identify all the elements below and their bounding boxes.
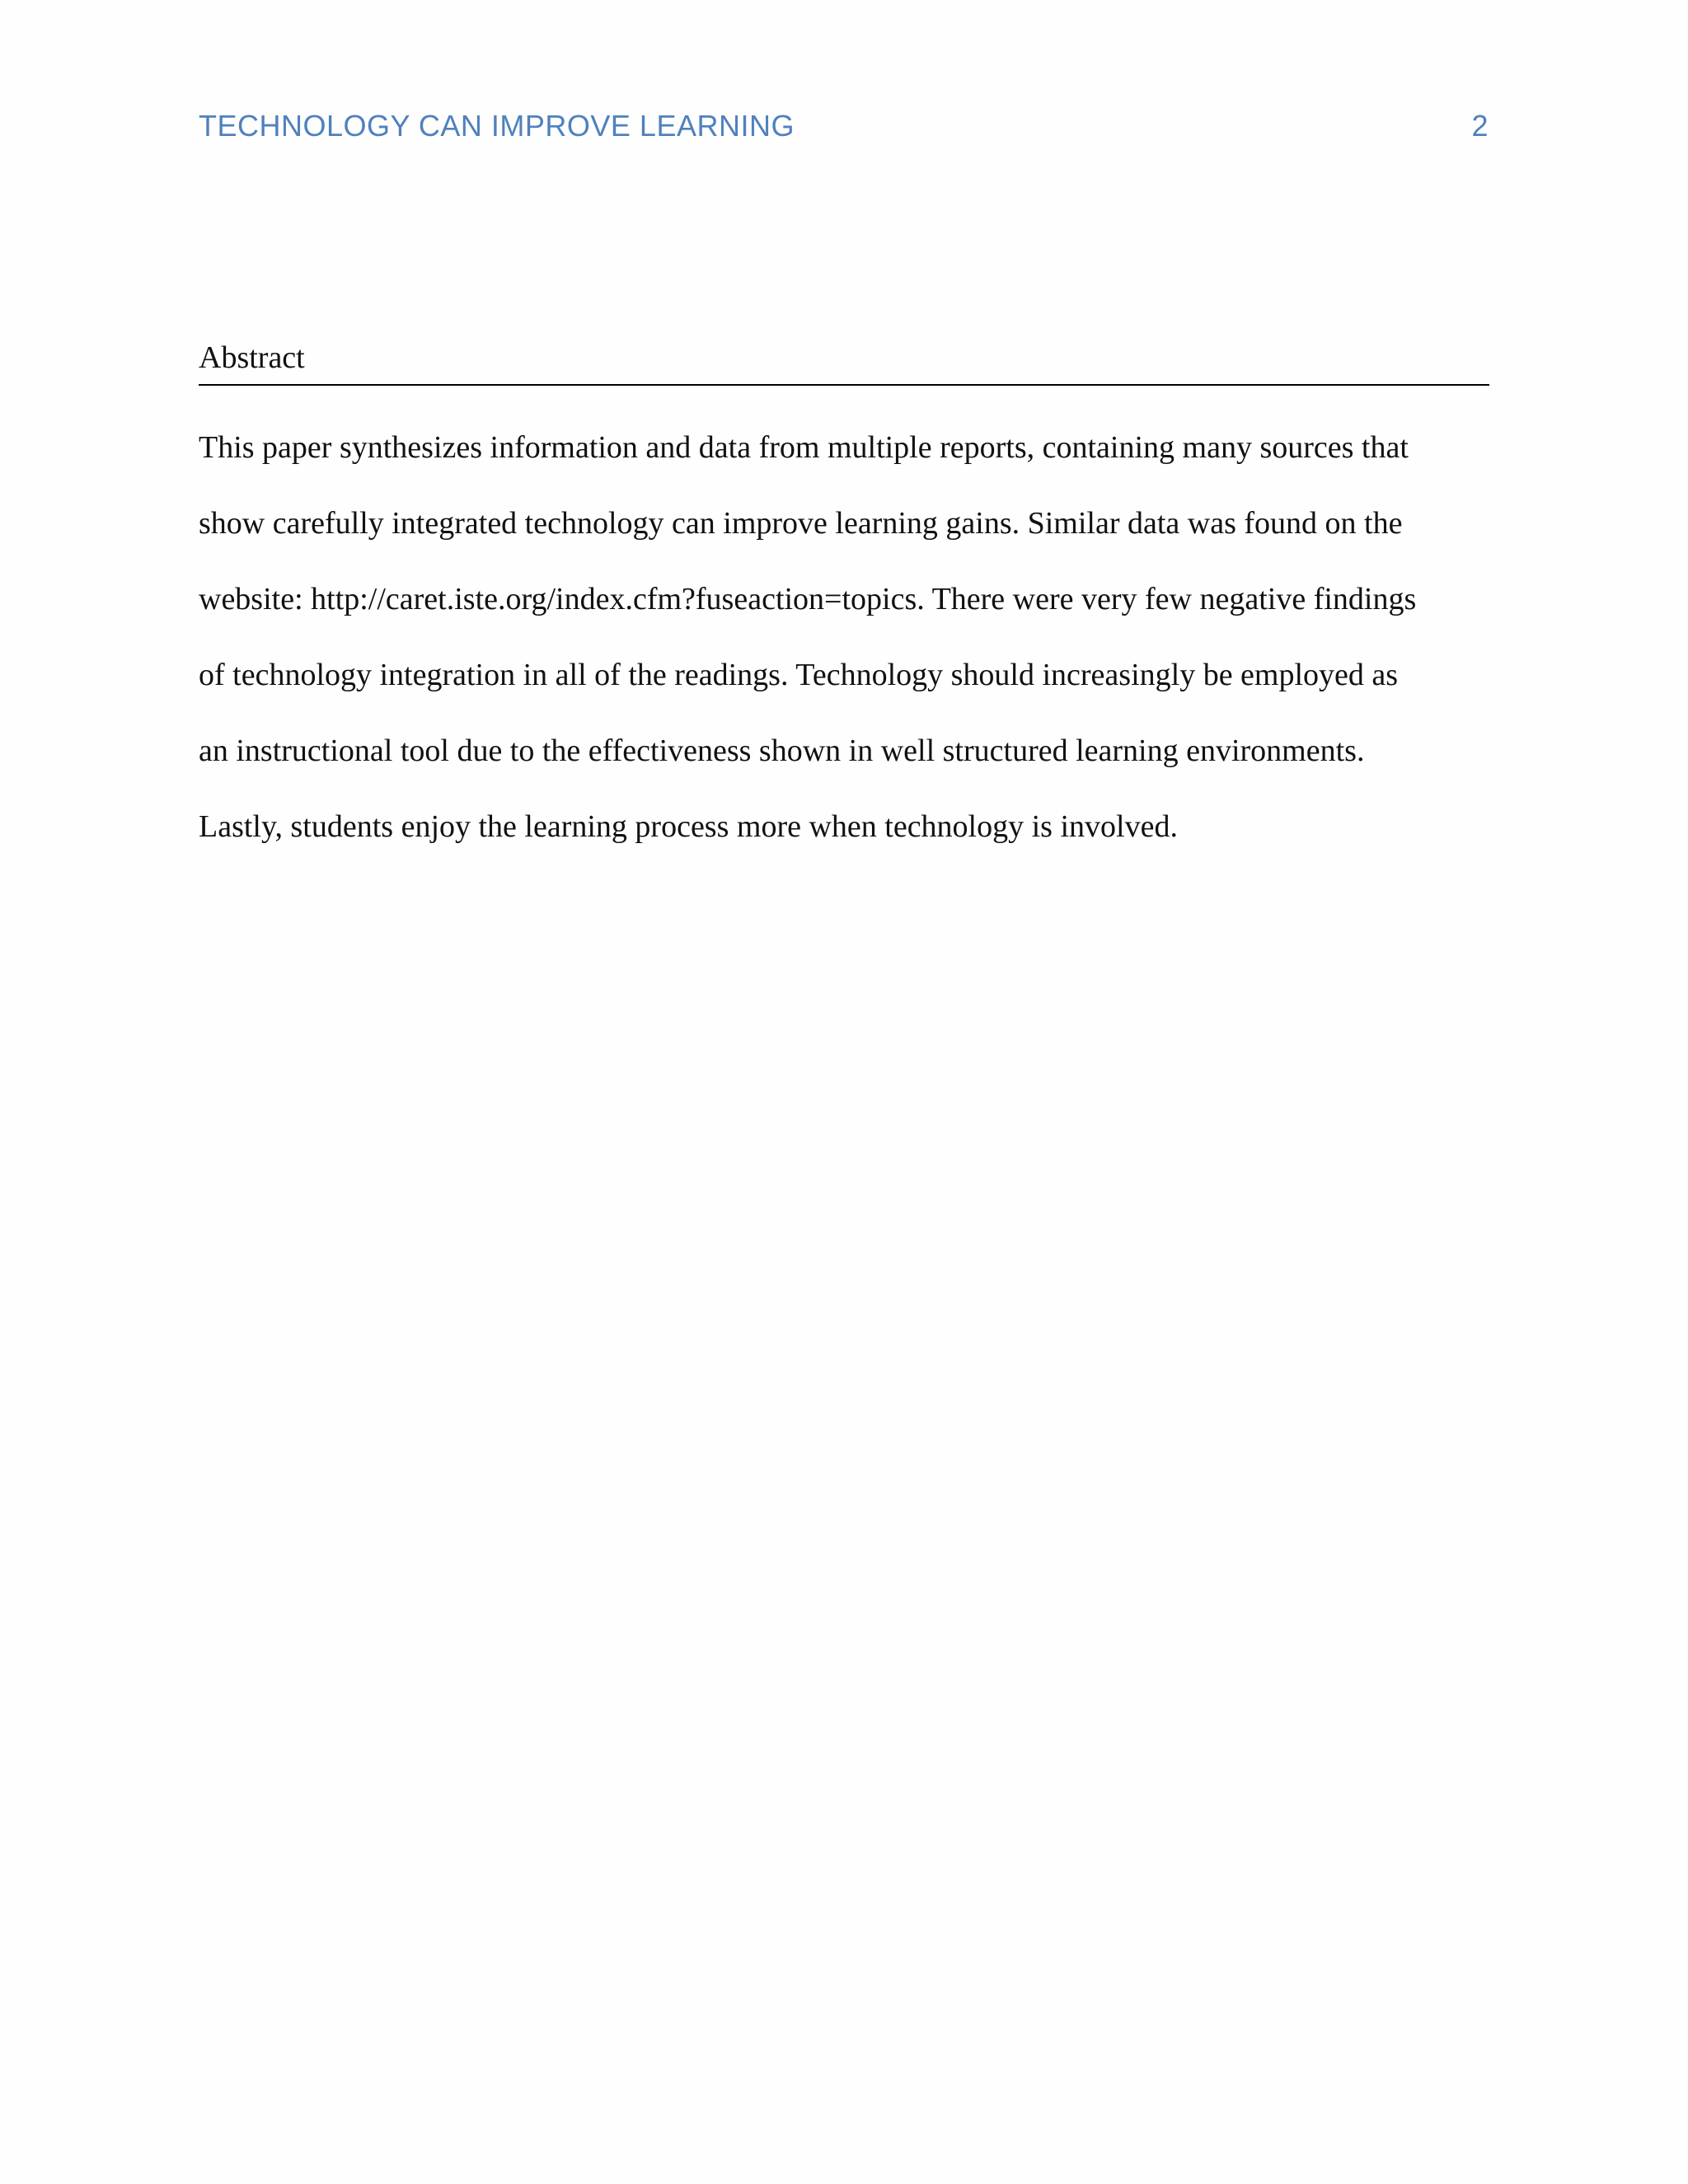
running-head — [199, 97, 1489, 143]
abstract-line: an instructional tool due to the effectiveness shown in well structured learning environments. — [199, 733, 1365, 768]
abstract-heading: Abstract — [199, 335, 1489, 386]
abstract-line: Lastly, students enjoy the learning process more when technology is involved. — [199, 809, 1178, 844]
page-number: 2 — [1471, 109, 1489, 143]
abstract-line: website: http://caret.iste.org/index.cfm?fuseaction=topics. There were very few negative findings — [199, 582, 1417, 616]
abstract-line: This paper synthesizes information and data from multiple reports, containing many sources that — [199, 430, 1409, 465]
running-head-title: TECHNOLOGY CAN IMPROVE LEARNING — [199, 109, 795, 143]
abstract-body — [199, 410, 1489, 865]
abstract-line: show carefully integrated technology can improve learning gains. Similar data was found on the — [199, 506, 1403, 541]
abstract-line: of technology integration in all of the readings. Technology should increasingly be employed as — [199, 658, 1399, 692]
